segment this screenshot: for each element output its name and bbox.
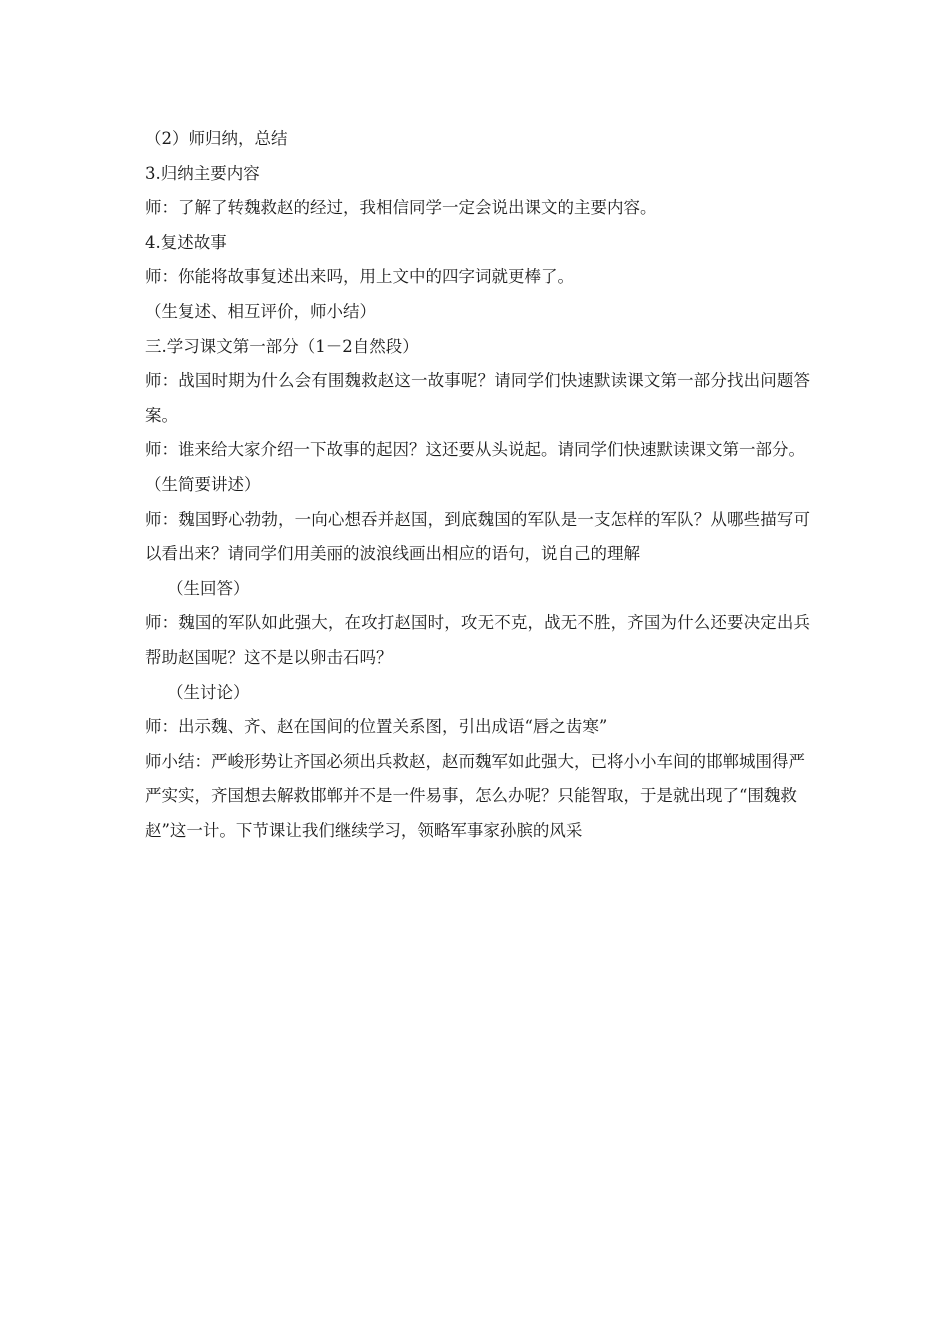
- teacher-line-main-content: 师：了解了转魏救赵的经过，我相信同学一定会说出课文的主要内容。: [145, 198, 657, 218]
- student-activity-brief: （生简要讲述）: [145, 474, 261, 494]
- teacher-line-why-story: 师：战国时期为什么会有围魏救赵这一故事呢？请同学们快速默读课文第一部分找出问题答案。: [145, 371, 810, 425]
- teacher-line-retell: 师：你能将故事复述出来吗，用上文中的四字词就更棒了。: [145, 267, 574, 287]
- student-activity-answer: （生回答）: [167, 578, 250, 598]
- teacher-line-map: 师：出示魏、齐、赵在国间的位置关系图，引出成语“唇之齿寒”: [145, 717, 608, 737]
- student-activity-discuss: （生讨论）: [167, 682, 250, 702]
- student-activity-retell: （生复述、相互评价，师小结）: [145, 301, 376, 321]
- retell-story-heading: 4.复述故事: [145, 232, 227, 252]
- teacher-summary: 师小结：严峻形势让齐国必须出兵救赵，赵而魏军如此强大，已将小小车间的邯郸城围得严严实实，齐国想去解救邯郸并不是一件易事，怎么办呢？只能智取，于是就出现了“围魏救赵”这一计。下节课让我们继续学习，领略军事家孙膑的风采: [145, 751, 805, 840]
- summary-step-heading: （2）师归纳，总结: [145, 129, 288, 148]
- document-body: [145, 122, 810, 848]
- teacher-line-cause: 师：谁来给大家介绍一下故事的起因？这还要从头说起。请同学们快速默读课文第一部分。: [145, 440, 805, 460]
- section-three-heading: 三.学习课文第一部分（1－2自然段）: [145, 336, 419, 356]
- main-content-heading: 3.归纳主要内容: [145, 163, 260, 183]
- teacher-line-qi-decision: 师：魏国的军队如此强大，在攻打赵国时，攻无不克，战无不胜，齐国为什么还要决定出兵帮助赵国呢？这不是以卵击石吗？: [145, 613, 810, 667]
- teacher-line-wei-army: 师：魏国野心勃勃，一向心想吞并赵国，到底魏国的军队是一支怎样的军队？从哪些描写可以看出来？请同学们用美丽的波浪线画出相应的语句，说自己的理解: [145, 509, 810, 564]
